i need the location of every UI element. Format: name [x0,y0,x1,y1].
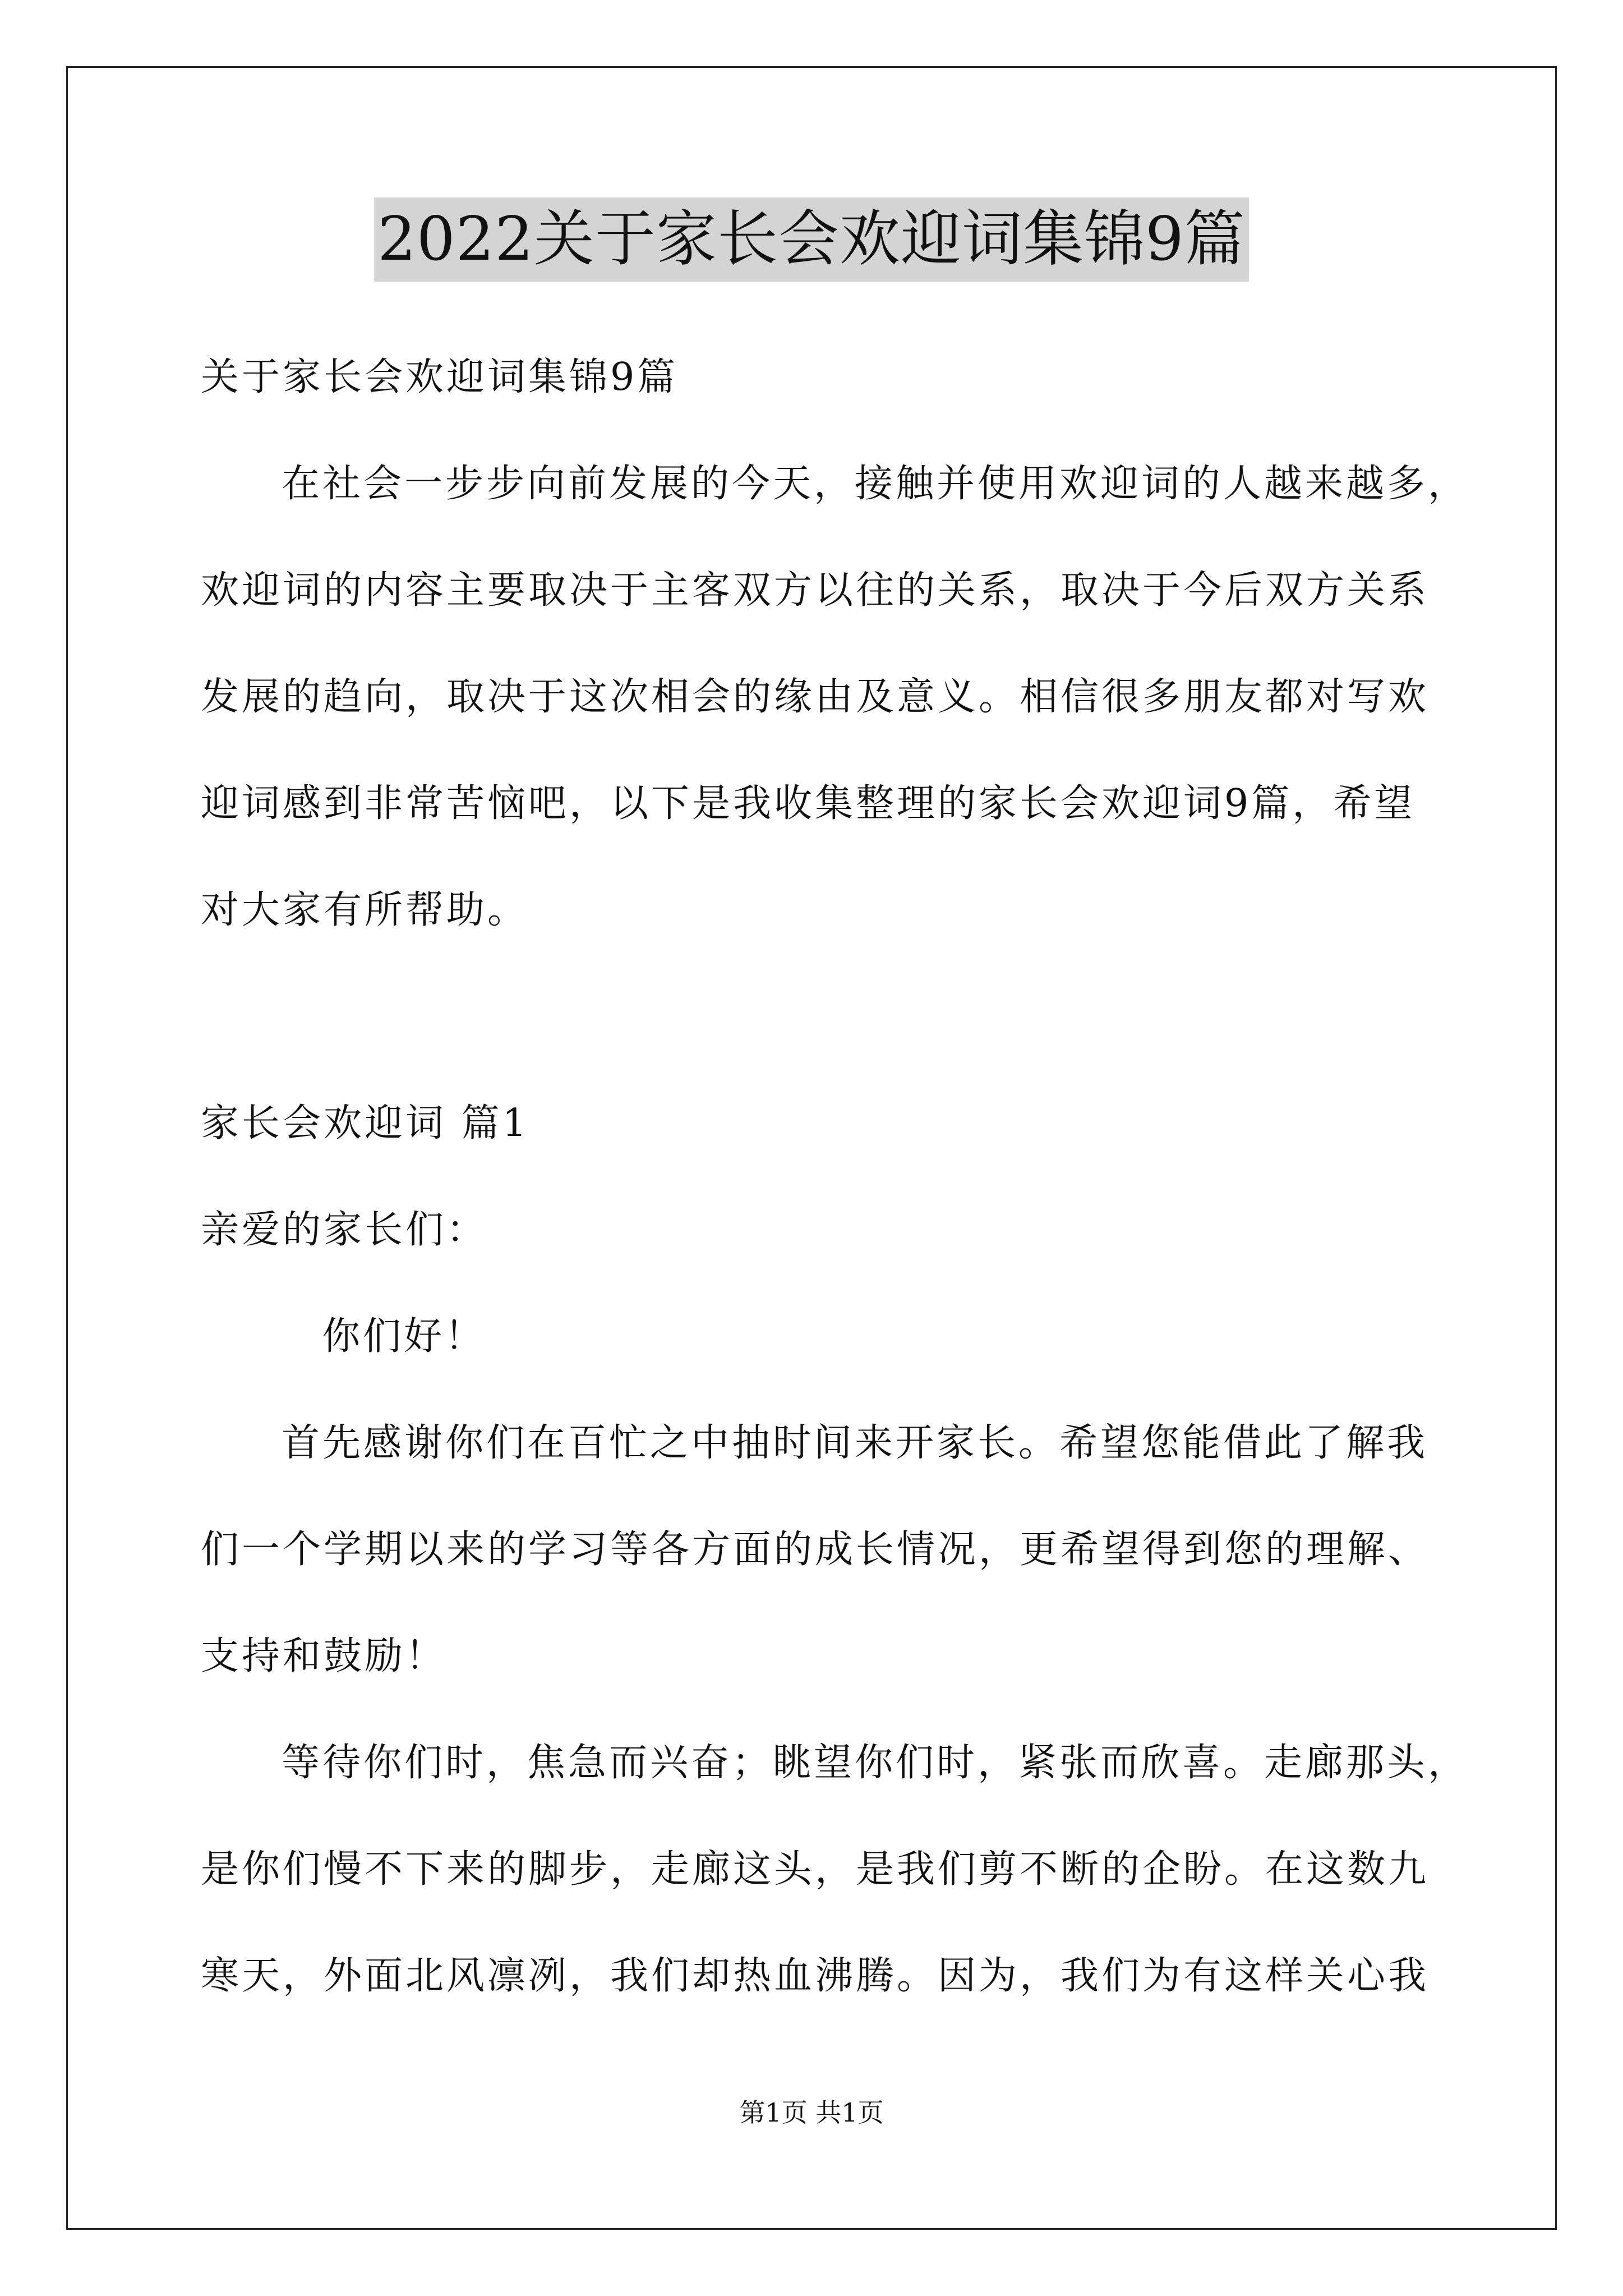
body-line: 寒天，外面北风凛冽，我们却热血沸腾。因为，我们为有这样关心我 [201,1954,1430,1998]
body-line: 支持和鼓励！ [201,1634,447,1678]
body-line: 等待你们时，焦急而兴奋；眺望你们时，紧张而欣喜。走廊那头， [282,1741,1469,1785]
document-title: 2022关于家长会欢迎词集锦9篇 [374,197,1249,282]
salutation: 亲爱的家长们： [201,1208,488,1252]
body-line: 是你们慢不下来的脚步，走廊这头，是我们剪不断的企盼。在这数九 [201,1847,1430,1892]
body-line: 首先感谢你们在百忙之中抽时间来开家长。希望您能借此了解我 [282,1421,1428,1465]
greeting: 你们好！ [322,1314,486,1359]
page-footer: 第1页 共1页 [739,2097,884,2128]
document-subtitle: 关于家长会欢迎词集锦9篇 [201,355,679,399]
intro-line: 在社会一步步向前发展的今天，接触并使用欢迎词的人越来越多， [282,462,1469,506]
intro-line: 发展的趋向，取决于这次相会的缘由及意义。相信很多朋友都对写欢 [201,675,1430,719]
intro-line: 迎词感到非常苦恼吧，以下是我收集整理的家长会欢迎词9篇，希望 [201,781,1415,826]
intro-line: 对大家有所帮助。 [201,888,529,932]
body-line: 们一个学期以来的学习等各方面的成长情况，更希望得到您的理解、 [201,1527,1430,1572]
section-heading: 家长会欢迎词 篇1 [201,1101,529,1145]
title-container [0,197,1623,282]
intro-line: 欢迎词的内容主要取决于主客双方以往的关系，取决于今后双方关系 [201,568,1430,613]
